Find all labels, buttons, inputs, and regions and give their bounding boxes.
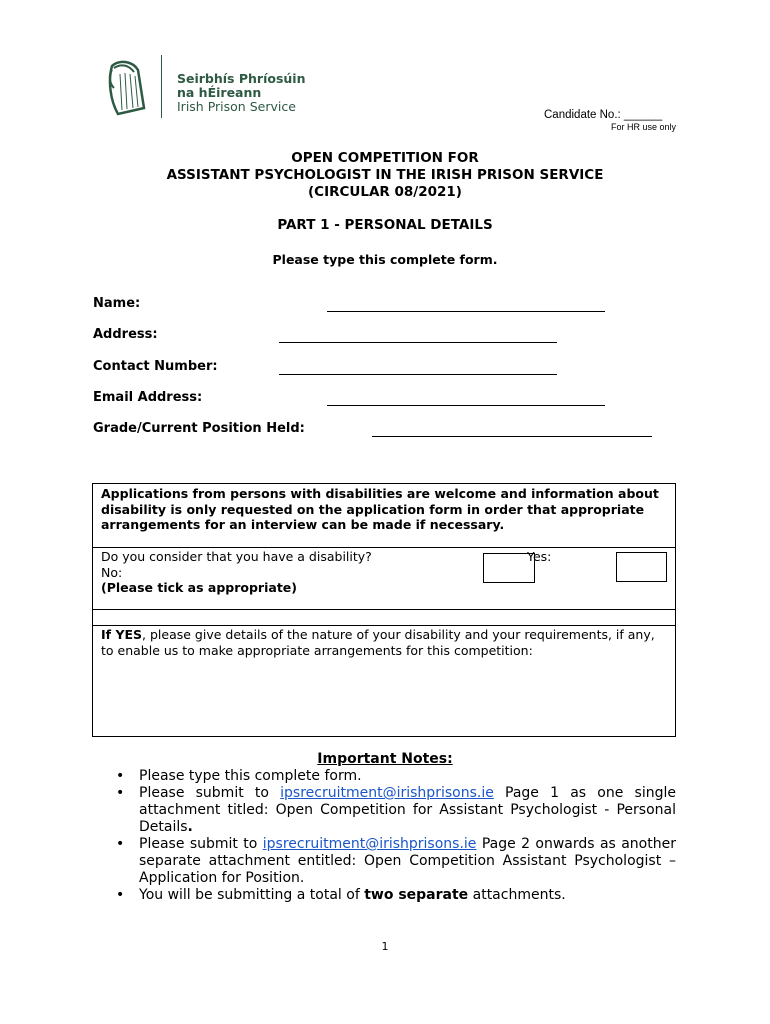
no-checkbox[interactable]	[483, 553, 535, 583]
spacer-row	[93, 610, 675, 626]
note-text: attachments.	[468, 887, 566, 903]
candidate-number: Candidate No.: ______	[544, 109, 663, 121]
email-address-label: Email Address:	[93, 390, 203, 405]
grade-position-field[interactable]	[372, 436, 652, 437]
email-address-field[interactable]	[327, 405, 605, 406]
contact-number-field[interactable]	[279, 374, 557, 375]
logo-line-2: na hÉireann	[177, 85, 262, 100]
title-line-3: (CIRCULAR 08/2021)	[308, 184, 462, 200]
list-item	[116, 768, 676, 785]
logo-line-1: Seirbhís Phríosúin	[177, 71, 306, 86]
note-period: .	[187, 819, 193, 835]
list-item	[116, 836, 676, 887]
bullet-icon: •	[116, 887, 125, 903]
details-text: , please give details of the nature of your disability and your requirements, if any, to enable us to make appropriate arrangements for this competition:	[101, 627, 655, 658]
tick-note: (Please tick as appropriate)	[101, 580, 297, 595]
address-field[interactable]	[279, 342, 557, 343]
disability-question-row	[93, 548, 675, 610]
important-notes-title: Important Notes:	[317, 751, 453, 767]
document-title	[0, 150, 770, 201]
page-number: 1	[381, 940, 389, 953]
email-link[interactable]: ipsrecruitment@irishprisons.ie	[280, 785, 494, 801]
no-label: No:	[101, 564, 123, 580]
part-heading: PART 1 - PERSONAL DETAILS	[277, 217, 493, 233]
contact-number-label: Contact Number:	[93, 359, 218, 374]
logo-line-3: Irish Prison Service	[177, 99, 296, 114]
note-text: Please submit to	[139, 785, 281, 801]
name-label: Name:	[93, 296, 141, 311]
disability-details-row[interactable]	[93, 626, 675, 736]
bullet-icon: •	[116, 836, 125, 852]
note-text: Page 1 as one single attachment titled: Open Competition for Assistant Psychologist - Personal Details	[139, 785, 676, 835]
note-type-form: Please type this complete form.	[139, 768, 362, 784]
note-text: You will be submitting a total of	[139, 887, 365, 903]
disability-intro: Applications from persons with disabilities are welcome and information about disability is only requested on the application form in order that appropriate arrangements for an interview can be made if necessary.	[93, 484, 675, 548]
disability-table	[92, 483, 676, 737]
note-text: Please submit to	[139, 836, 263, 852]
logo-divider	[161, 55, 162, 118]
title-line-2: ASSISTANT PSYCHOLOGIST IN THE IRISH PRISON SERVICE	[166, 167, 604, 183]
instruction-text: Please type this complete form.	[272, 252, 498, 267]
bullet-icon: •	[116, 768, 125, 784]
address-label: Address:	[93, 327, 158, 342]
grade-position-label: Grade/Current Position Held:	[93, 421, 305, 436]
list-item	[116, 785, 676, 836]
title-line-1: OPEN COMPETITION FOR	[291, 150, 479, 166]
list-item	[116, 887, 676, 904]
details-if-yes: If YES	[101, 627, 143, 642]
disability-question: Do you consider that you have a disability?	[101, 549, 372, 564]
email-link[interactable]: ipsrecruitment@irishprisons.ie	[262, 836, 477, 852]
yes-label: Yes:	[527, 549, 552, 564]
organisation-logo-text	[177, 72, 305, 114]
yes-checkbox[interactable]	[616, 552, 667, 582]
harp-logo-icon	[106, 60, 150, 116]
hr-use-note: For HR use only	[610, 122, 676, 132]
name-field[interactable]	[327, 311, 605, 312]
note-bold: two separate	[364, 887, 469, 903]
bullet-icon: •	[116, 785, 125, 801]
note-text: Page 2 onwards as another separate attachment entitled: Open Competition Assistant Psychologist – Application for Position.	[139, 836, 676, 886]
important-notes-list	[116, 768, 676, 904]
